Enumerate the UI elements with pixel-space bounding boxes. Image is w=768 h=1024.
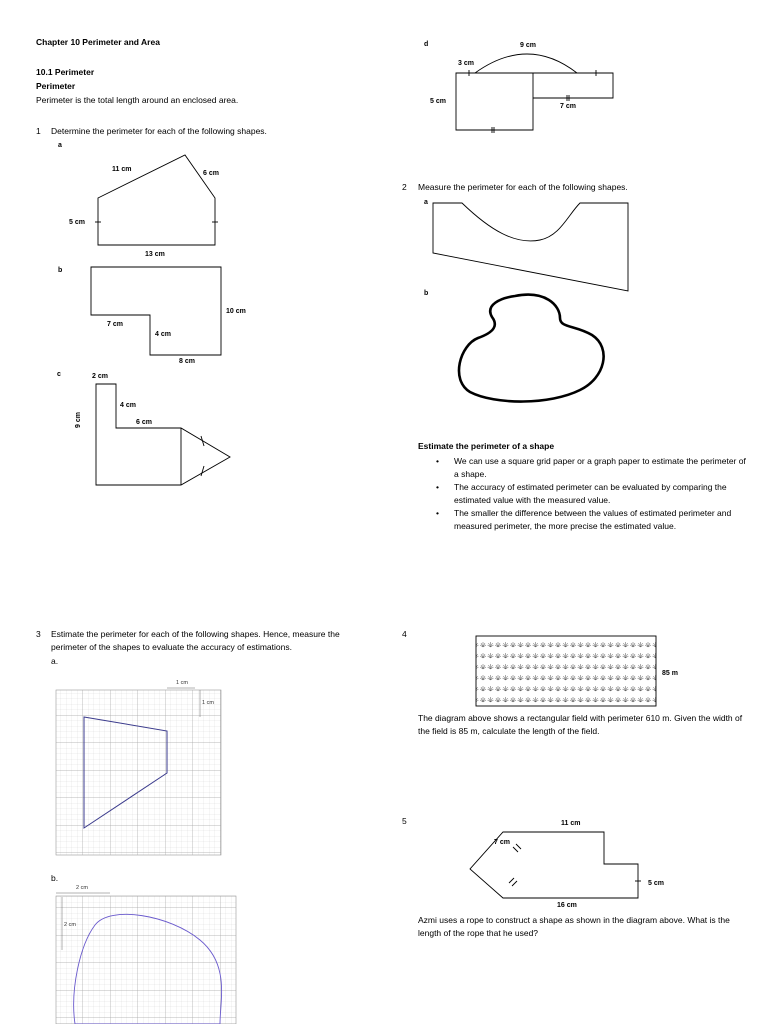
q3-number: 3: [36, 629, 41, 639]
q2b-blob: [459, 295, 604, 402]
q3a-grid-label-h: 1 cm: [176, 680, 188, 686]
q1c-label-2cm: 2 cm: [92, 373, 108, 380]
q1b-label-4cm: 4 cm: [155, 331, 171, 338]
q1b-l-shape: [91, 267, 221, 355]
q4-text: The diagram above shows a rectangular field with perimeter 610 m. Given the width of the field is 85 m, calculate the length of the field.: [418, 713, 743, 736]
q1b-letter: b: [58, 267, 63, 274]
q1a-label-5cm: 5 cm: [69, 219, 85, 226]
estimate-heading: Estimate the perimeter of a shape: [418, 441, 555, 451]
q1b-label-7cm: 7 cm: [107, 321, 123, 328]
q1d-letter: d: [424, 41, 429, 48]
estimate-bullet: • The smaller the difference between the values of estimated perimeter and measured perimeter, the more precise the estimated value.: [418, 507, 748, 533]
term-heading: Perimeter: [36, 81, 76, 91]
q3a-grid: [56, 688, 221, 855]
q2a-shape: [433, 203, 628, 291]
q3b-grid-label-v: 2 cm: [64, 922, 76, 928]
q3b-grid: [56, 893, 236, 1024]
q4-field-width-label: 85 m: [662, 670, 678, 677]
section-title: 10.1 Perimeter: [36, 67, 95, 77]
q2b-letter: b: [424, 290, 429, 297]
q1a-label-11cm: 11 cm: [112, 166, 132, 173]
q1c-label-6cm: 6 cm: [136, 419, 152, 426]
q1d-shape: [456, 54, 613, 133]
estimate-bullet: • The accuracy of estimated perimeter can be evaluated by comparing the estimated value with the measured value.: [418, 481, 748, 507]
definition-text: Perimeter is the total length around an enclosed area.: [36, 95, 239, 105]
estimate-bullet-list: [418, 455, 748, 533]
q4-number: 4: [402, 629, 407, 639]
q1d-label-7cm: 7 cm: [560, 103, 576, 110]
estimate-bullet: • We can use a square grid paper or a graph paper to estimate the perimeter of a shape.: [418, 455, 748, 481]
q5-text: Azmi uses a rope to construct a shape as shown in the diagram above. What is the length of the rope that he used?: [418, 915, 730, 938]
q1a-letter: a: [58, 142, 62, 149]
q1d-label-5cm: 5 cm: [430, 98, 446, 105]
q5-label-11cm: 11 cm: [561, 820, 581, 827]
q1c-letter: c: [57, 371, 61, 378]
chapter-title: Chapter 10 Perimeter and Area: [36, 37, 160, 47]
q3b-letter: b.: [51, 873, 59, 883]
q3b-grid-label-h: 2 cm: [76, 885, 88, 891]
q2-text: Measure the perimeter for each of the following shapes.: [418, 182, 628, 192]
q5-label-16cm: 16 cm: [557, 902, 577, 909]
q1c-shape: [96, 384, 230, 485]
q1c-label-4cm: 4 cm: [120, 402, 136, 409]
q3a-grid-label-v: 1 cm: [202, 700, 214, 706]
q1b-label-10cm: 10 cm: [226, 308, 246, 315]
q1a-label-6cm: 6 cm: [203, 170, 219, 177]
q1d-label-9cm: 9 cm: [520, 42, 536, 49]
q2a-letter: a: [424, 199, 428, 206]
q5-label-7cm: 7 cm: [494, 839, 510, 846]
q3-text: Estimate the perimeter for each of the following shapes. Hence, measure the perimeter of the shapes to evaluate the accuracy of estimations.: [51, 629, 340, 652]
q5-number: 5: [402, 816, 407, 826]
q3a-letter: a.: [51, 656, 59, 666]
q1a-label-13cm: 13 cm: [145, 251, 165, 258]
q1c-label-9cm: 9 cm: [75, 412, 82, 428]
q1-text: Determine the perimeter for each of the following shapes.: [51, 126, 267, 136]
q2-number: 2: [402, 182, 407, 192]
q1d-label-3cm: 3 cm: [458, 60, 474, 67]
q4-field: [476, 636, 656, 706]
q1b-label-8cm: 8 cm: [179, 358, 195, 365]
q1-number: 1: [36, 126, 41, 136]
q5-label-5cm: 5 cm: [648, 880, 664, 887]
